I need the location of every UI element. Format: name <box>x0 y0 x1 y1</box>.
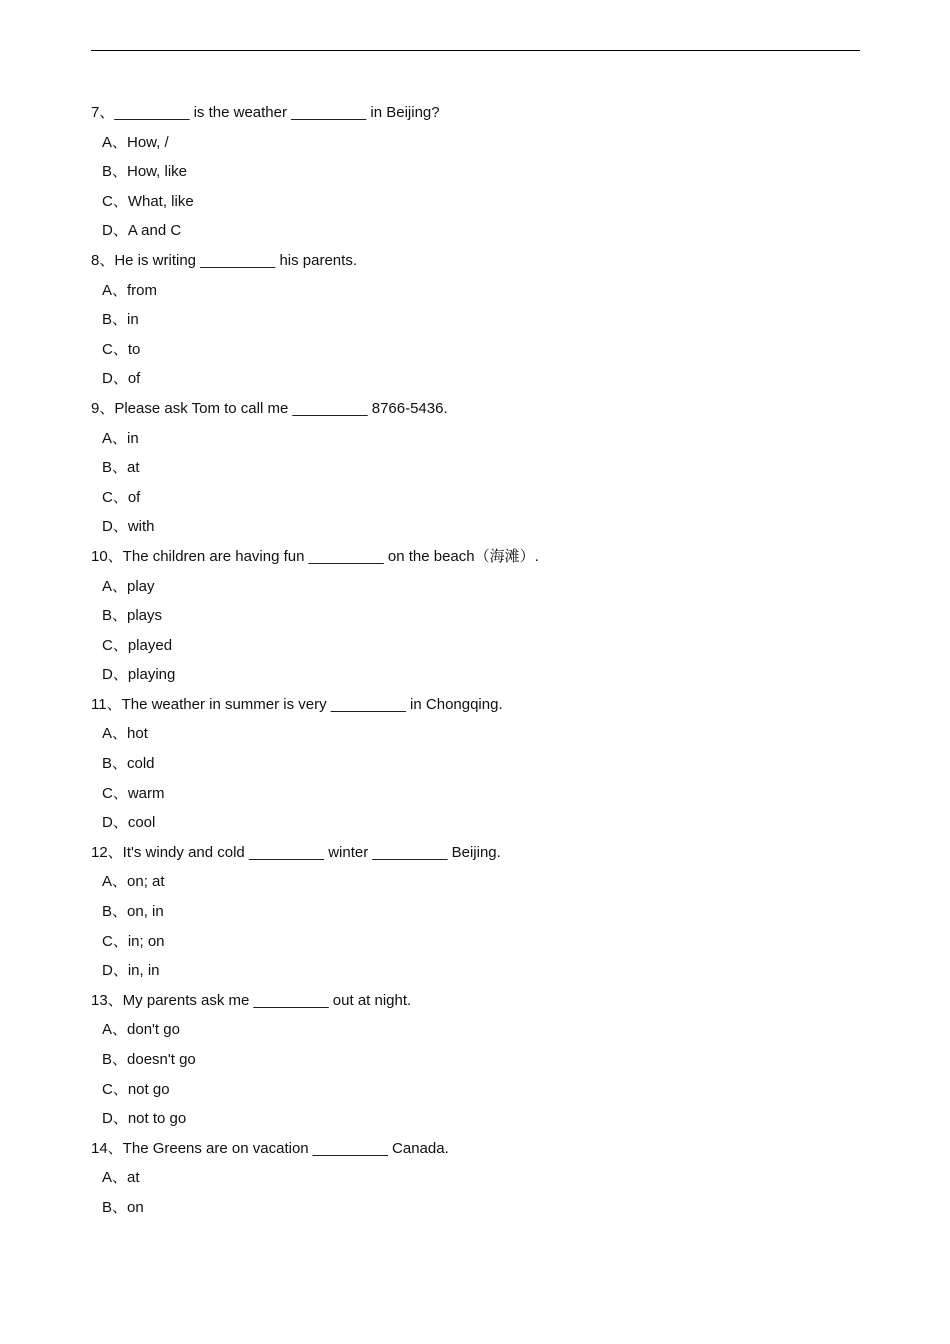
option-a: A、play <box>102 577 155 595</box>
question-stem: 8、He is writing _________ his parents. <box>91 251 357 269</box>
question-10 <box>91 542 861 690</box>
option-b: B、doesn't go <box>102 1051 196 1068</box>
question-13 <box>91 986 861 1134</box>
option-a: A、hot <box>102 725 148 743</box>
option-d: D、not to go <box>102 1110 187 1128</box>
question-7 <box>91 98 861 246</box>
option-b: B、on, in <box>102 903 164 921</box>
option-c: C、not go <box>102 1080 170 1098</box>
question-stem: 10、The children are having fun _________ on the beach（海滩）. <box>91 547 539 565</box>
question-9 <box>91 394 861 542</box>
option-c: C、of <box>102 488 141 506</box>
option-a: A、from <box>102 281 158 299</box>
question-stem: 14、The Greens are on vacation _________ Canada. <box>91 1139 449 1157</box>
option-b: B、at <box>102 459 140 477</box>
option-c: C、warm <box>102 784 165 802</box>
option-d: D、in, in <box>102 962 160 980</box>
option-a: A、don't go <box>102 1021 180 1039</box>
header-rule <box>91 50 860 51</box>
question-14 <box>91 1134 861 1223</box>
question-11 <box>91 690 861 838</box>
option-d: D、A and C <box>102 222 182 240</box>
option-b: B、on <box>102 1198 144 1216</box>
option-d: D、of <box>102 370 141 388</box>
question-12 <box>91 838 861 986</box>
question-stem: 12、It's windy and cold _________ winter _________ Beijing. <box>91 843 501 861</box>
option-a: A、How, / <box>102 133 169 151</box>
question-list <box>91 98 861 1223</box>
question-stem: 11、The weather in summer is very _________ in Chongqing. <box>91 695 503 713</box>
option-c: C、in; on <box>102 932 165 950</box>
option-b: B、cold <box>102 755 155 773</box>
question-stem: 7、_________ is the weather _________ in Beijing? <box>91 104 440 121</box>
option-d: D、with <box>102 518 155 536</box>
option-a: A、on; at <box>102 873 165 891</box>
option-d: D、cool <box>102 814 156 832</box>
option-c: C、played <box>102 636 173 654</box>
option-b: B、How, like <box>102 163 188 181</box>
option-b: B、plays <box>102 607 163 625</box>
option-a: A、in <box>102 429 139 447</box>
option-c: C、What, like <box>102 192 194 210</box>
option-a: A、at <box>102 1169 140 1187</box>
question-stem: 9、Please ask Tom to call me _________ 8766-5436. <box>91 399 448 417</box>
question-8 <box>91 246 861 394</box>
option-c: C、to <box>102 340 141 358</box>
option-d: D、playing <box>102 666 176 684</box>
question-stem: 13、My parents ask me _________ out at night. <box>91 991 412 1009</box>
option-b: B、in <box>102 311 139 329</box>
